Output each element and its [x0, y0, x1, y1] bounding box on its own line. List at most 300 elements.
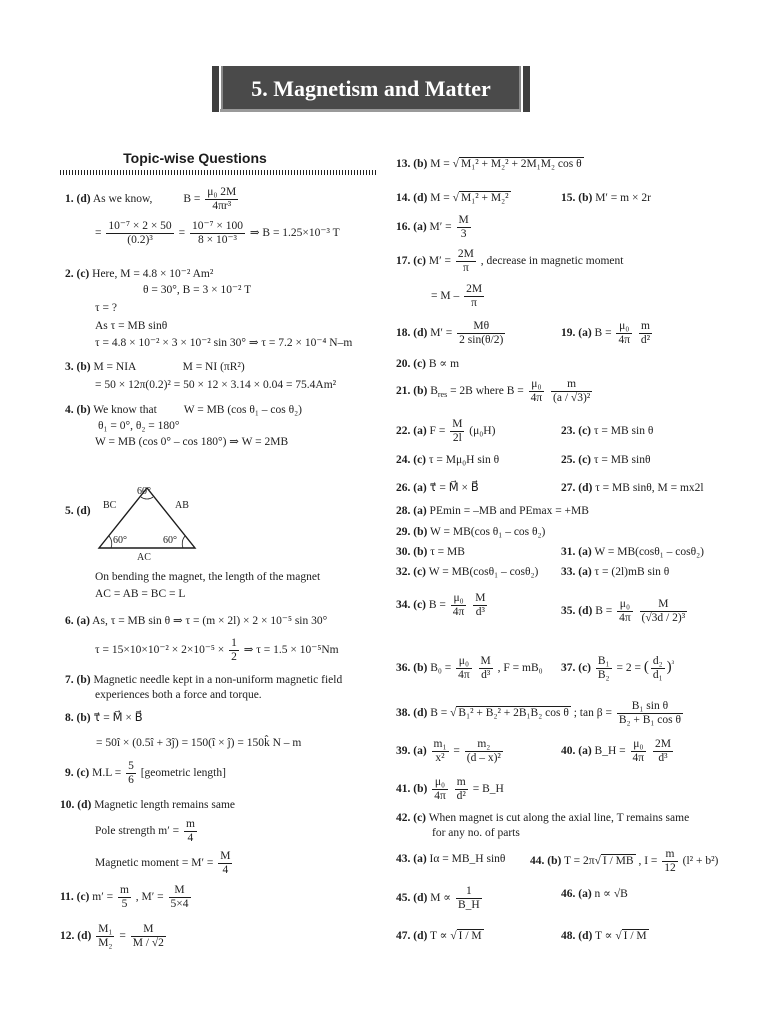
q40-fraction1: [631, 738, 647, 764]
q36-force: , F = mB₀: [497, 661, 543, 674]
q28-formula: PEmin = –MB and PEmax = +MB: [429, 505, 589, 517]
chapter-banner: [212, 66, 530, 112]
q39-frac2-num: m₂: [465, 738, 503, 752]
q34-line1: [396, 592, 489, 618]
q18-fraction: [457, 320, 505, 346]
q40-lhs: B_H =: [594, 744, 626, 757]
q39-number: 39. (a): [396, 744, 427, 757]
q4-number: 4. (b): [65, 404, 91, 416]
q41-frac2-den: d²: [456, 789, 466, 802]
q40-line1: [561, 738, 675, 764]
q27-formula: τ = MB sinθ, M = mx2l: [595, 482, 704, 494]
q11-line1: [60, 884, 193, 910]
q17-line1: [396, 248, 623, 274]
q37-number: 37. (c): [561, 661, 592, 674]
q28-number: 28. (a): [396, 505, 427, 517]
q35-frac1-den: 4π: [619, 611, 631, 624]
q35-frac1-num: μ₀: [617, 598, 633, 612]
angle-left-label: 60°: [113, 535, 127, 546]
q13-root: M₁² + M₂² + 2M₁M₂ cos θ: [460, 158, 582, 170]
q43-formula: Iα = MB_H sinθ: [429, 853, 506, 865]
q40-frac2-num: 2M: [654, 738, 671, 750]
q1-frac3-den: 8 × 10⁻³: [197, 233, 237, 246]
q21-line1: [396, 378, 594, 404]
q19-frac1-den: 4π: [618, 333, 631, 346]
angle-right-label: 60°: [163, 535, 177, 546]
q20-line1: [396, 358, 459, 371]
q40-frac2-den: d³: [658, 751, 668, 764]
q35-number: 35. (d): [561, 604, 593, 617]
q17-fraction1: [456, 248, 476, 274]
q30-formula: τ = MB: [430, 546, 465, 558]
q34-frac2-num: M: [475, 592, 486, 604]
q41-fraction1: [432, 776, 448, 802]
q2-line1: [65, 268, 213, 281]
q22-fraction: [450, 418, 464, 444]
q37-fraction2: [651, 655, 665, 681]
q41-frac2-num: m: [455, 776, 468, 790]
q29-number: 29. (b): [396, 526, 428, 538]
q35-line1: [561, 598, 689, 624]
q12-frac2-num: M: [131, 923, 166, 937]
q12-fraction2: [131, 923, 166, 949]
q43-line1: [396, 853, 505, 866]
q10-line2: [95, 818, 199, 844]
q9-line1: [65, 760, 226, 786]
angle-arc-top: [141, 497, 153, 499]
q11-fraction1: [118, 884, 131, 910]
q19-fraction2: [639, 320, 652, 346]
q10-fraction1: [184, 818, 197, 844]
q1-line1: [65, 186, 240, 212]
q20-number: 20. (c): [396, 358, 427, 370]
q6-fraction: [229, 637, 239, 663]
q16-number: 16. (a): [396, 220, 427, 233]
angle-arc-right: [182, 536, 185, 548]
q23-formula: τ = MB sin θ: [593, 425, 654, 437]
q1-text: As we know,: [92, 192, 153, 205]
q38-frac-num: B₁ sin θ: [617, 700, 683, 714]
q10-frac1-num: m: [185, 818, 195, 830]
q44-line1: 44. (b) T = 2π√ I / MB , I = $\frac{m}{12}$ (l² + b²): [530, 848, 719, 874]
angle-top-label: 60°: [137, 486, 151, 497]
q21-fraction2: [551, 378, 592, 404]
q6-frac-den: 2: [231, 650, 237, 663]
q41-frac1-den: 4π: [434, 789, 446, 802]
q1-eq-lhs: B =: [183, 192, 201, 205]
q17-lhs: M′ =: [428, 254, 451, 267]
q31-formula: W = MB(cosθ₁ – cosθ₂): [594, 546, 704, 558]
q3-line1: [65, 361, 245, 374]
q39-fraction2: [465, 738, 503, 764]
q17-frac2-num: 2M: [466, 283, 483, 295]
q34-frac1-den: 4π: [452, 605, 465, 618]
q2-given1: Here, M = 4.8 × 10⁻² Am²: [92, 268, 214, 280]
q8-result: = 50î × (0.5î + 3ĵ) = 150(î × ĵ) = 150k̂ N – m: [96, 737, 302, 749]
q9-number: 9. (c): [65, 766, 90, 779]
banner-rule: [220, 109, 520, 112]
q34-number: 34. (c): [396, 598, 427, 611]
side-ac-label: AC: [137, 552, 151, 563]
q37-frac1-den: B₂: [597, 668, 610, 681]
q16-lhs: M′ =: [429, 220, 452, 233]
q36-fraction2: [479, 655, 493, 681]
q41-line1: [396, 776, 504, 802]
q4-angles: θ₁ = 0°, θ₂ = 180°: [98, 420, 180, 432]
q18-frac-den: 2 sin(θ/2): [459, 333, 504, 346]
q10-frac2-num: M: [220, 850, 231, 862]
q40-fraction2: [653, 738, 673, 764]
q48-root: I / M: [623, 930, 647, 942]
q35-frac2-num: M: [640, 598, 688, 612]
q1-fraction2: [106, 220, 173, 246]
q23-number: 23. (c): [561, 425, 592, 437]
q33-formula: τ = (2l)mB sin θ: [594, 566, 670, 578]
q12-number: 12. (d): [60, 929, 92, 942]
q10-number: 10. (d): [60, 799, 92, 811]
q43-number: 43. (a): [396, 853, 427, 865]
q34-frac1-num: μ₀: [451, 592, 467, 606]
q7-text1: Magnetic needle kept in a non-uniform magnetic field: [93, 674, 343, 686]
q29-formula: W = MB(cos θ₁ – cos θ₂): [429, 526, 546, 538]
side-bc-label: BC: [103, 500, 117, 511]
q46-line1: [561, 888, 628, 901]
q38-number: 38. (d): [396, 706, 428, 719]
q45-frac-den: B_H: [457, 898, 480, 911]
q37-frac2-den: d₁: [652, 668, 663, 681]
q11-frac1-den: 5: [121, 897, 128, 910]
q18-frac-num: Mθ: [457, 320, 505, 334]
q12-frac1-den: M₂: [98, 936, 113, 949]
q47-lhs: T ∝: [429, 930, 448, 942]
q16-frac-num: M: [458, 214, 469, 226]
q39-line1: [396, 738, 505, 764]
q16-fraction: [457, 214, 471, 240]
q18-lhs: M′ =: [430, 326, 453, 339]
q26-number: 26. (a): [396, 482, 427, 494]
q11-frac2-num: M: [169, 884, 191, 898]
q32-line1: [396, 566, 538, 579]
q5-line1: [65, 505, 91, 518]
q6-line1: [65, 615, 327, 628]
q11-frac2-den: 5×4: [170, 897, 189, 910]
q6-frac-num: 1: [231, 637, 237, 649]
q1-frac3-num: 10⁻⁷ × 100: [191, 220, 244, 232]
q33-number: 33. (a): [561, 566, 592, 578]
q10-line3: [95, 850, 234, 876]
q44-number: 44. (b): [530, 854, 562, 867]
q1-result: ⇒ B = 1.25×10⁻³ T: [249, 226, 340, 239]
q42-line1: [396, 812, 689, 825]
q34-fraction1: [451, 592, 467, 618]
q45-lhs: M ∝: [430, 891, 452, 904]
q23-line1: [561, 425, 653, 438]
q46-formula: n ∝ √B: [594, 888, 628, 900]
q29-line1: [396, 526, 545, 539]
q44-frac-den: 12: [664, 861, 676, 874]
q12-eq: =: [119, 929, 126, 942]
q5-number: 5. (d): [65, 505, 91, 517]
dotted-divider: [60, 170, 378, 175]
q10-line1: [60, 799, 235, 812]
q38-fraction: [617, 700, 683, 726]
q44-lhs: T = 2π: [563, 854, 595, 867]
q18-line1: [396, 320, 507, 346]
q4-text: We know that: [93, 404, 157, 416]
q9-frac-num: 5: [128, 760, 134, 772]
q21-text: = 2B where: [450, 384, 504, 397]
q18-number: 18. (d): [396, 326, 428, 339]
q7-text2: experiences both a force and torque.: [95, 689, 262, 701]
q14-number: 14. (d): [396, 192, 428, 204]
q41-number: 41. (b): [396, 782, 428, 795]
q13-lhs: M =: [430, 158, 450, 170]
q4-line1: [65, 404, 302, 417]
q26-formula: τ⃗ = M⃗ × B⃗: [429, 482, 479, 494]
q19-frac1-num: μ₀: [616, 320, 632, 334]
q38-frac-den: B₂ + B₁ cos θ: [618, 713, 681, 726]
banner-edge-right: [523, 66, 530, 112]
q25-number: 25. (c): [561, 454, 592, 466]
q31-number: 31. (a): [561, 546, 592, 558]
q21-frac1-den: 4π: [530, 391, 543, 404]
q48-line1: 48. (d) T ∝ √ I / M: [561, 930, 647, 942]
angle-arc-left: [109, 536, 112, 548]
q30-line1: [396, 546, 465, 559]
q2-number: 2. (c): [65, 268, 90, 280]
q21-frac1-num: μ₀: [529, 378, 545, 392]
q15-number: 15. (b): [561, 192, 593, 204]
q14-root: M₁² + M₂²: [460, 192, 509, 204]
q21-number: 21. (b): [396, 384, 428, 397]
q19-frac2-den: d²: [640, 333, 651, 346]
q36-fraction1: [456, 655, 472, 681]
q26-line1: [396, 482, 479, 495]
q36-number: 36. (b): [396, 661, 428, 674]
q15-formula: M′ = m × 2r: [595, 192, 651, 204]
q38-lhs: B =: [430, 706, 448, 719]
q24-formula: τ = Mμ₀H sin θ: [428, 454, 500, 466]
q34-lhs: B =: [428, 598, 446, 611]
q19-line1: [561, 320, 654, 346]
q1-frac-num: μ₀ 2M: [207, 186, 237, 198]
q37-frac2-num: d₂: [652, 655, 663, 667]
q37-eq: = 2 =: [616, 661, 641, 674]
q30-number: 30. (b): [396, 546, 428, 558]
q42-number: 42. (c): [396, 812, 427, 824]
q47-line1: 47. (d) T ∝ √ I / M: [396, 930, 482, 942]
q35-fraction1: [617, 598, 633, 624]
q1-number: 1. (d): [65, 192, 91, 205]
q28-line1: [396, 505, 589, 518]
q1-frac2-num: 10⁻⁷ × 2 × 50: [108, 220, 172, 232]
q14-line1: 14. (d) M = √ M₁² + M₂²: [396, 192, 509, 204]
q11-fraction2: [169, 884, 191, 910]
q22-number: 22. (a): [396, 424, 427, 437]
q8-number: 8. (b): [65, 712, 91, 724]
q33-line1: [561, 566, 669, 579]
q36-frac2-den: d³: [481, 668, 491, 681]
q1-frac-den: 4πr³: [212, 199, 232, 212]
q5-text1: On bending the magnet, the length of the magnet: [95, 571, 321, 583]
q17-frac2-den: π: [471, 296, 477, 309]
q12-frac2-den: M / √2: [132, 936, 164, 949]
q22-frac-num: M: [452, 418, 463, 430]
q8-formula: τ⃗ = M⃗ × B⃗: [93, 712, 143, 724]
side-ab-label: AB: [175, 500, 189, 511]
q21-sub: res: [437, 390, 448, 400]
q38-tan: ; tan β =: [573, 706, 612, 719]
q36-frac1-num: μ₀: [456, 655, 472, 669]
q24-number: 24. (c): [396, 454, 427, 466]
q15-line1: [561, 192, 651, 205]
q35-frac2-den: (√3d / 2)³: [641, 611, 686, 624]
q2-result: τ = 4.8 × 10⁻² × 3 × 10⁻² sin 30° ⇒ τ = 7.2 × 10⁻⁴ N–m: [95, 337, 353, 349]
q21-fraction1: [529, 378, 545, 404]
q41-rhs: = B_H: [472, 782, 504, 795]
q44-fraction: [662, 848, 678, 874]
q27-line1: [561, 482, 704, 495]
q44-inertia: , I =: [638, 854, 658, 867]
q34-fraction2: [473, 592, 487, 618]
q11-lhs: m′ =: [92, 890, 114, 903]
q1-frac2-den: (0.2)³: [127, 233, 153, 246]
section-heading: Topic-wise Questions: [123, 150, 267, 166]
q6-formula: As, τ = MB sin θ ⇒ τ = (m × 2l) × 2 × 10⁻⁵ sin 30°: [92, 615, 328, 627]
q37-frac1-num: B₁: [597, 655, 610, 667]
q36-frac2-num: M: [480, 655, 491, 667]
q35-lhs: B =: [595, 604, 613, 617]
q25-formula: τ = MB sinθ: [593, 454, 651, 466]
q16-frac-den: 3: [460, 227, 467, 240]
q21-b: B: [430, 384, 438, 397]
q42-text2: for any no. of parts: [432, 827, 520, 839]
q47-root: I / M: [458, 930, 482, 942]
q22-lhs: F =: [429, 424, 446, 437]
q9-rhs: [geometric length]: [140, 766, 226, 779]
q2-formula: As τ = MB sinθ: [95, 320, 168, 332]
q9-frac-den: 6: [128, 773, 134, 786]
q39-frac1-den: x²: [435, 751, 445, 764]
q17-expr: = M –: [431, 289, 460, 302]
q12-fraction1: [96, 923, 114, 949]
q14-lhs: M =: [430, 192, 450, 204]
q35-fraction2: [640, 598, 688, 624]
q3-formula1: M = NIA: [93, 361, 136, 373]
q13-line1: 13. (b) M = √ M₁² + M₂² + 2M₁M₂ cos θ: [396, 158, 582, 170]
q47-number: 47. (d): [396, 930, 428, 942]
q2-given2: θ = 30°, B = 3 × 10⁻² T: [143, 284, 252, 296]
q9-fraction: [126, 760, 136, 786]
q40-frac1-num: μ₀: [631, 738, 647, 752]
q6-result: ⇒ τ = 1.5 × 10⁻⁵Nm: [243, 643, 339, 656]
q48-number: 48. (d): [561, 930, 593, 942]
q17-frac1-den: π: [462, 261, 469, 274]
q46-number: 46. (a): [561, 888, 592, 900]
q1-fraction3: [190, 220, 245, 246]
q16-line1: [396, 214, 473, 240]
q6-number: 6. (a): [65, 615, 90, 627]
q36-line1: [396, 655, 543, 681]
q17-text: , decrease in magnetic moment: [480, 254, 624, 267]
q22-rhs: (μ₀H): [469, 424, 496, 437]
q12-frac1-num: M₁: [98, 923, 113, 935]
q11-number: 11. (c): [60, 890, 90, 903]
q25-line1: [561, 454, 650, 467]
q39-frac2-den: (d – x)²: [466, 751, 501, 764]
q44-frac-num: m: [662, 848, 678, 862]
q8-line1: [65, 712, 143, 725]
q6-calc: τ = 15×10×10⁻² × 2×10⁻⁵ ×: [95, 643, 225, 656]
q19-frac2-num: m: [639, 320, 652, 334]
q2-find: τ = ?: [95, 302, 117, 314]
q4-result: W = MB (cos 0° – cos 180°) ⇒ W = 2MB: [95, 436, 289, 448]
q1-eq1: =: [95, 226, 102, 239]
q7-line1: [65, 674, 342, 687]
q32-number: 32. (c): [396, 566, 427, 578]
q19-number: 19. (a): [561, 326, 592, 339]
q5-text2: AC = AB = BC = L: [95, 588, 186, 600]
q39-frac1-num: m₁: [433, 738, 447, 750]
q17-line2: [431, 283, 486, 309]
q6-line2: [95, 637, 339, 663]
q17-frac1-num: 2M: [457, 248, 474, 260]
q27-number: 27. (d): [561, 482, 593, 494]
q38-root: B₁² + B₂² + 2B₁B₂ cos θ: [458, 706, 569, 719]
q42-text1: When magnet is cut along the axial line, T remains same: [428, 812, 690, 824]
q10-text: Magnetic length remains same: [94, 799, 236, 811]
q21-frac2-den: (a / √3)²: [553, 391, 591, 404]
q36-lhs: B₀ =: [430, 661, 452, 674]
q1-fraction: [205, 186, 238, 212]
q10-fraction2: [218, 850, 232, 876]
q3-result: = 50 × 12π(0.2)² = 50 × 12 × 3.14 × 0.04 = 75.4Am²: [95, 379, 337, 391]
q32-formula: W = MB(cosθ₁ – cosθ₂): [428, 566, 539, 578]
q45-line1: [396, 885, 484, 911]
q1-eq2: =: [178, 226, 186, 239]
q17-fraction2: [464, 283, 484, 309]
q24-line1: [396, 454, 499, 467]
q10-frac2-den: 4: [222, 863, 229, 876]
q39-fraction1: [432, 738, 449, 764]
q36-frac1-den: 4π: [458, 668, 470, 681]
q44-root: I / MB: [602, 854, 634, 867]
q12-line1: [60, 923, 168, 949]
q3-formula2: M = NI (πR²): [182, 361, 245, 373]
q48-lhs: T ∝: [594, 930, 613, 942]
q9-lhs: M.L =: [92, 766, 122, 779]
q1-line2: [95, 220, 340, 246]
q37-power: ³: [671, 658, 674, 668]
q21-lhs: B =: [506, 384, 524, 397]
triangle-diagram: [95, 480, 205, 565]
q37-line1: 37. (c) $\frac{\text{B₁}}{\text{B₂}}$ = 2 = ( $\frac{\text{d₂}}{\text{d₁}}$ )$^{^3}$: [561, 655, 674, 681]
q40-frac1-den: 4π: [632, 751, 645, 764]
q7-number: 7. (b): [65, 674, 91, 686]
q4-formula: W = MB (cos θ₁ – cos θ₂): [183, 404, 302, 416]
q45-frac-num: 1: [456, 885, 482, 899]
q41-fraction2: [455, 776, 468, 802]
q11-frac1-num: m: [119, 884, 129, 896]
q21-frac2-num: m: [551, 378, 592, 392]
q11-mid: , M′ =: [135, 890, 164, 903]
q34-frac2-den: d³: [475, 605, 485, 618]
q41-frac1-num: μ₀: [432, 776, 448, 790]
q20-formula: B ∝ m: [428, 358, 460, 370]
q37-fraction1: [596, 655, 612, 681]
banner-edge-left: [212, 66, 219, 112]
q22-frac-den: 2l: [452, 431, 462, 444]
